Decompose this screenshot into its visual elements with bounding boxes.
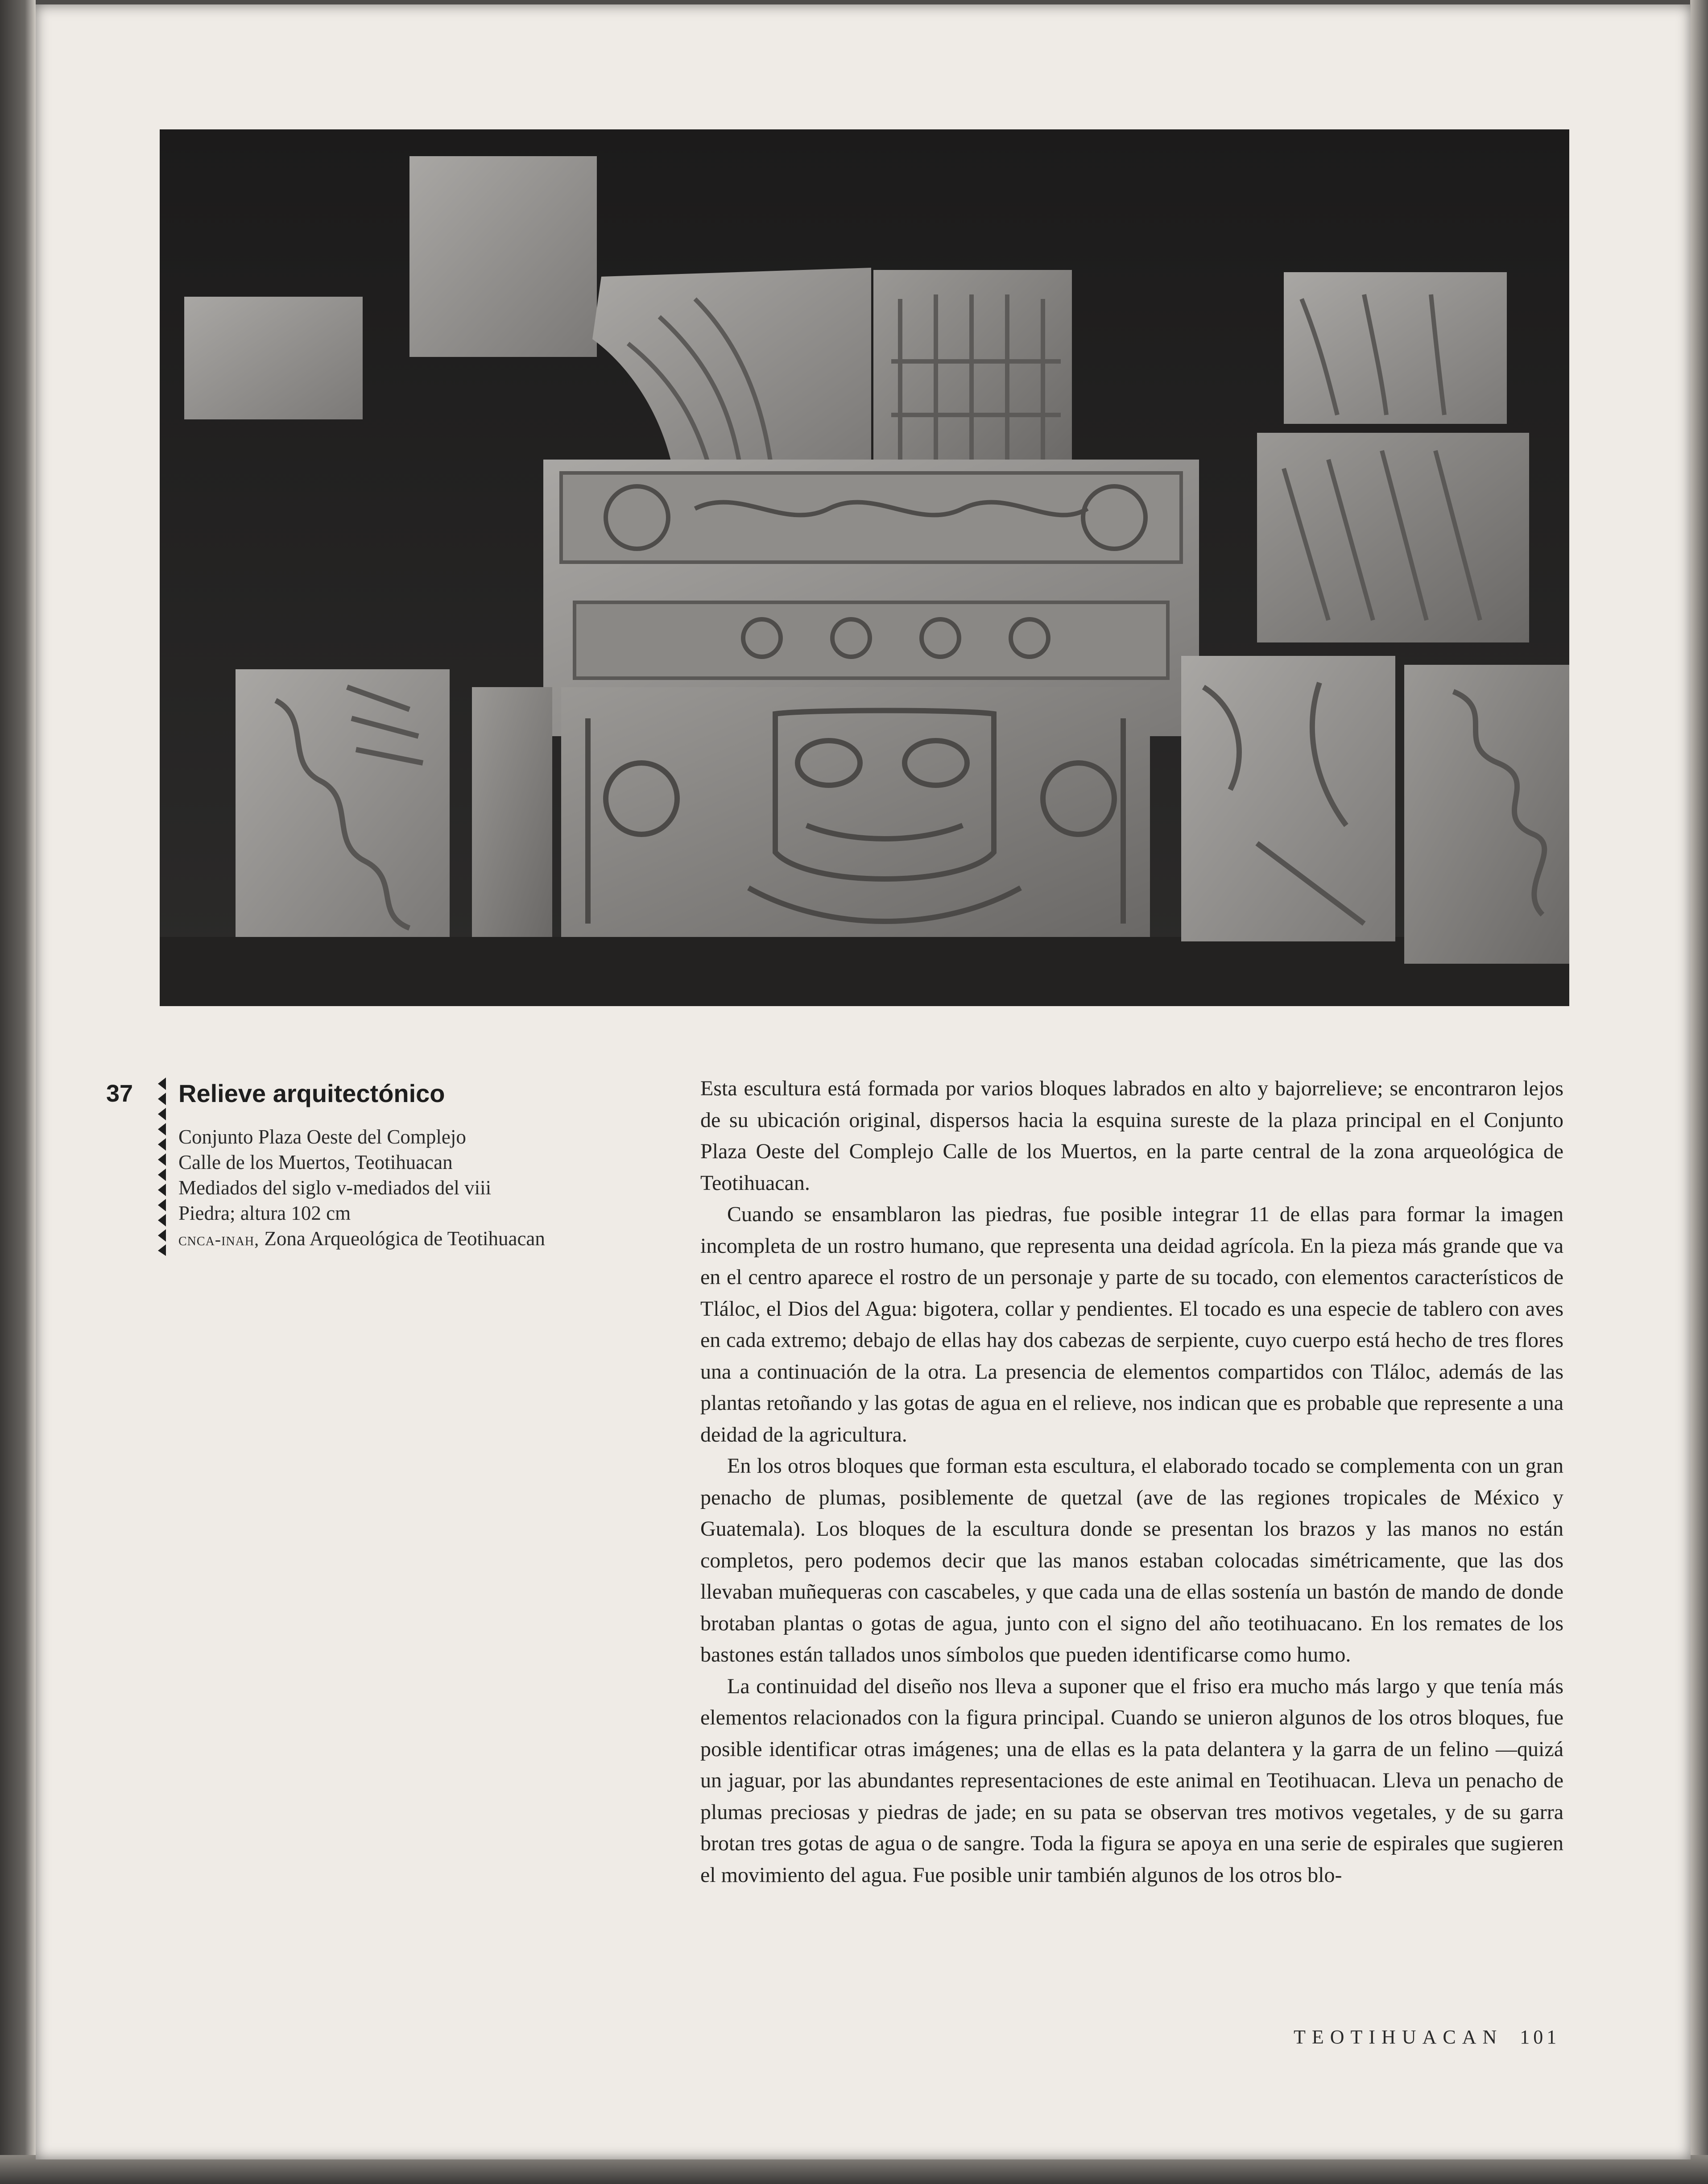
stone-block-serpent <box>236 669 450 937</box>
paragraph: En los otros bloques que forman esta escultura, el elaborado tocado se complementa con un gran penacho de plumas, posiblemente de quetzal (ave de las regiones tropicales de México y Guatemala). Los bloques de la escultura donde se presentan los brazos y las manos no están completos, pero podemos decir que las manos estaban colocadas simétricamente, que las dos llevaban muñequeras con cascabeles, y que cada una de ellas sostenía un bastón de mando de donde brotaban plantas o gotas de agua, junto con el signo del año teotihuacano. En los remates de los bastones están tallados unos símbolos que pueden identificarse como humo. <box>700 1454 1563 1666</box>
relief-photo-illustration <box>160 129 1569 1006</box>
paragraph: Cuando se ensamblaron las piedras, fue posible integrar 11 de ellas para formar la imagen incompleta de un rostro humano, que representa una deidad agrícola. En la pieza más grande que va en el centro aparece el rostro de un personaje y parte de su tocado, con elementos característicos de Tláloc, el Dios del Agua: bigotera, collar y pendientes. El tocado es una especie de tablero con aves en cada extremo; debajo de ellas hay dos cabezas de serpiente, cuyo cuerpo está hecho de tres flores una a continuación de la otra. La presencia de elementos compartidos con Tláloc, además de las plantas retoñando y las gotas de agua en el relieve, nos indican que es probable que represente a una deidad de la agricultura. <box>700 1202 1563 1446</box>
meta-line: Conjunto Plaza Oeste del Complejo <box>178 1126 466 1148</box>
paragraph: Esta escultura está formada por varios bloques labrados en alto y bajorrelieve; se encontraron lejos de su ubicación original, dispersos hacia la esquina sureste de la plaza principal en el Conjunto Plaza Oeste del Complejo Calle de los Muertos, en la parte central de la zona arqueológica de Teotihuacan. <box>700 1077 1563 1195</box>
footer-section: TEOTIHUACAN <box>1294 2026 1503 2048</box>
credit-abbreviation: cnca-inah, <box>178 1229 260 1249</box>
credit-location: Zona Arqueológica de Teotihuacan <box>259 1227 545 1250</box>
meta-credit <box>178 1226 682 1252</box>
meta-line: Calle de los Muertos, Teotihuacan <box>178 1151 453 1173</box>
stone-block <box>1181 656 1395 941</box>
paragraph: La continuidad del diseño nos lleva a suponer que el friso era mucho más largo y que tenía más elementos relacionados con la figura principal. Cuando se unieron algunos de los otros bloques, fue posible identificar otras imágenes; una de ellas es la pata delantera y la garra de un felino —quizá un jaguar, por las abundantes representaciones de este animal en Teotihuacan. Lleva un penacho de plumas preciosas y piedras de jade; en su pata se observan tres motivos vegetales, y de su garra brotan tres gotas de agua o de sangre. Toda la figura se apoya en una serie de espirales que sugieren el movimiento del agua. Fue posible unir también algunos de los otros blo- <box>700 1674 1563 1887</box>
catalog-title: Relieve arquitectónico <box>178 1079 445 1107</box>
stone-block <box>184 297 363 419</box>
page-edge <box>1690 0 1708 2184</box>
meta-line: Mediados del siglo v-mediados del viii <box>178 1177 492 1199</box>
running-footer <box>1294 2026 1579 2048</box>
catalog-number: 37 <box>106 1080 133 1107</box>
catalog-metadata <box>178 1124 682 1252</box>
deity-face-block <box>561 687 1150 937</box>
book-gutter <box>0 0 36 2184</box>
body-text <box>700 1073 1563 1891</box>
relief-photograph <box>160 129 1569 1006</box>
stone-block-serpent <box>1404 665 1569 964</box>
stone-block <box>409 156 597 357</box>
page-number: 101 <box>1520 2026 1560 2048</box>
meta-line: Piedra; altura 102 cm <box>178 1202 351 1224</box>
stone-block <box>472 687 552 937</box>
triangle-marker-icon <box>156 1077 170 1256</box>
stone-block <box>1257 433 1529 642</box>
